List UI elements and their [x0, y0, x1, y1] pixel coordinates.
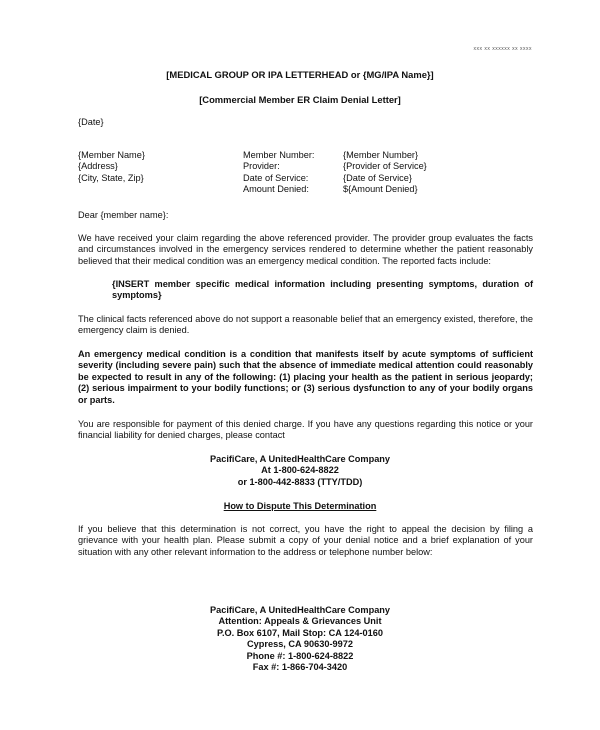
- info-label: Amount Denied:: [243, 184, 309, 195]
- dispute-paragraph: If you believe that this determination is not correct, you have the right to appeal the decision by filing a grievance with your health plan. Please submit a copy of your denial notice and a brief explanation of your situation with any other relevant information to the address or telephone number below:: [78, 524, 533, 557]
- info-label: Member Number:: [243, 150, 315, 160]
- contact-line: Cypress, CA 90630-9972: [247, 639, 353, 650]
- responsibility-paragraph: You are responsible for payment of this denied charge. If you have any questions regarding this notice or your financial liability for denied charges, please contact: [78, 419, 533, 441]
- address-line: {Address}: [78, 161, 118, 172]
- corner-mark: xxx xx xxxxxx xx xxxx: [473, 46, 532, 52]
- member-address: [78, 150, 145, 184]
- definition-paragraph: An emergency medical condition is a condition that manifests itself by acute symptoms of sufficient severity (including severe pain) such that the absence of immediate medical attention could reasonably be expected to result in any of the following: (1) placing your health as the patient in serious jeopardy; (2) serious impairment to your bodily functions; or (3) serious dysfunction to any of your bodily organs or parts.: [78, 349, 533, 405]
- contact-line: PacifiCare, A UnitedHealthCare Company: [209, 605, 391, 615]
- insert-note: {INSERT member specific medical information including presenting symptoms, duration of symptoms}: [112, 279, 533, 301]
- letterhead-title: [MEDICAL GROUP OR IPA LETTERHEAD or {MG/IPA Name}]: [166, 69, 434, 80]
- member-info-values: [343, 150, 427, 196]
- contact-line: Phone #: 1-800-624-8822: [246, 650, 354, 661]
- contact-line: P.O. Box 6107, Mail Stop: CA 124-0160: [217, 627, 383, 638]
- contact-line: PacifiCare, A UnitedHealthCare Company: [209, 454, 391, 464]
- intro-paragraph: We have received your claim regarding the above referenced provider. The provider group evaluates the facts and circumstances involved in the emergency services rendered to determine whether the patient reasonably believed that their medical condition was an emergency medical condition. The reported facts include:: [78, 233, 533, 266]
- member-info-labels: [243, 150, 314, 196]
- info-value: {Provider of Service}: [343, 161, 427, 172]
- primary-contact: [0, 454, 600, 488]
- contact-line: At 1-800-624-8822: [261, 465, 339, 476]
- info-value: {Member Number}: [343, 150, 419, 160]
- letter-title: [Commercial Member ER Claim Denial Letter]: [199, 94, 401, 105]
- contact-line: or 1-800-442-8833 (TTY/TDD): [237, 476, 363, 487]
- info-value: {Date of Service}: [343, 172, 412, 183]
- contact-line: Attention: Appeals & Grievances Unit: [218, 616, 382, 627]
- appeals-contact: [0, 605, 600, 673]
- date-placeholder: {Date}: [78, 117, 104, 127]
- contact-line: Fax #: 1-866-704-3420: [252, 661, 348, 672]
- info-value: ${Amount Denied}: [343, 184, 418, 195]
- info-label: Date of Service:: [243, 172, 309, 183]
- clinical-paragraph: The clinical facts referenced above do not support a reasonable belief that an emergency existed, therefore, the emergency claim is denied.: [78, 314, 533, 336]
- info-label: Provider:: [243, 161, 280, 172]
- address-line: {Member Name}: [78, 150, 145, 160]
- address-line: {City, State, Zip}: [78, 172, 144, 183]
- salutation: Dear {member name}:: [78, 210, 169, 220]
- dispute-heading: How to Dispute This Determination: [223, 501, 377, 511]
